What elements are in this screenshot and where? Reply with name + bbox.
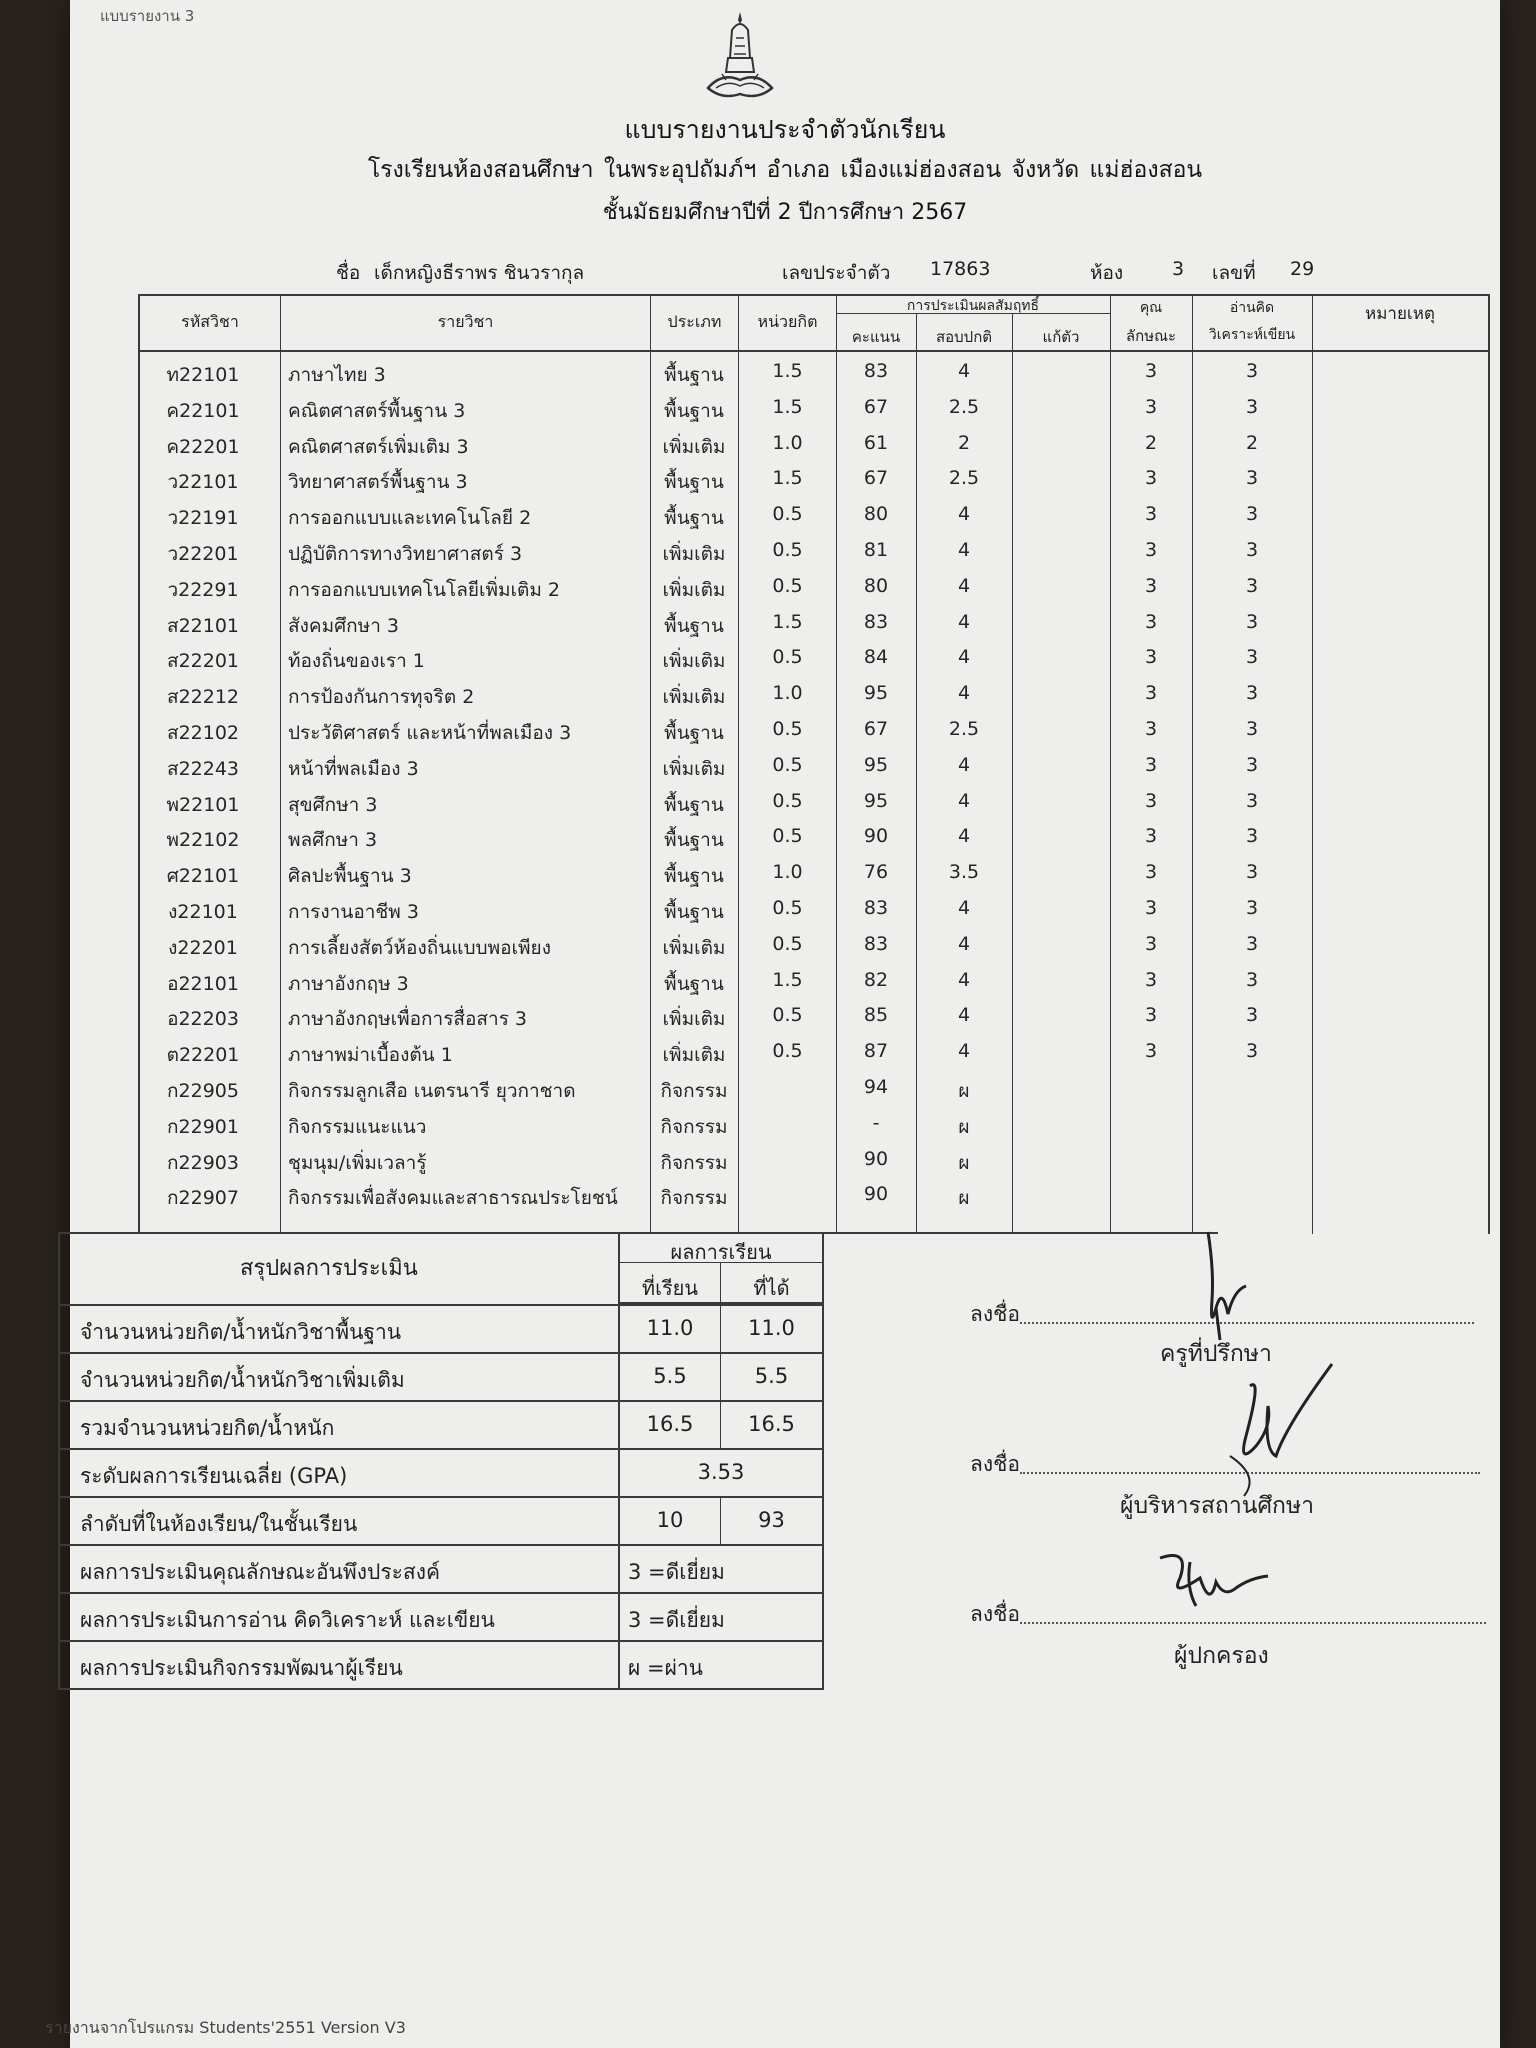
subject-score: 83: [863, 897, 889, 919]
subject-code: อ22203: [167, 1008, 239, 1031]
subject-reading: 3: [1245, 539, 1259, 561]
subject-trait: 3: [1144, 897, 1158, 919]
subject-credit: 0.5: [772, 646, 803, 669]
subject-reading: 3: [1245, 610, 1259, 633]
room-label: ห้อง: [1090, 262, 1124, 284]
parent-sign-line: [1020, 1622, 1486, 1624]
basic-credits-label: จำนวนหน่วยกิต/น้ำหนักวิชาพื้นฐาน: [80, 1320, 402, 1344]
summary-title: สรุปผลการประเมิน: [240, 1256, 418, 1281]
subject-trait: 3: [1144, 718, 1158, 740]
subject-grade: ผ: [958, 1187, 970, 1210]
subject-reading: 3: [1245, 861, 1259, 884]
subject-type: พื้นฐาน: [664, 865, 724, 888]
subject-reading: 3: [1245, 360, 1259, 382]
level-line: ชั้นมัธยมศึกษาปีที่ 2 ปีการศึกษา 2567: [602, 200, 968, 225]
subject-name: คณิตศาสตร์พื้นฐาน 3: [288, 399, 466, 422]
col-enrolled: ที่เรียน: [641, 1276, 699, 1300]
subject-score: 83: [863, 360, 889, 382]
subject-score: 95: [863, 682, 889, 705]
subject-type: พื้นฐาน: [664, 399, 724, 422]
subject-credit: 1.5: [772, 610, 803, 633]
reading-eval-value: 3 =ดีเยี่ยม: [628, 1608, 725, 1632]
subject-name: สังคมศึกษา 3: [288, 614, 399, 637]
subject-trait: 3: [1144, 467, 1158, 490]
subject-type: พื้นฐาน: [664, 507, 724, 530]
report-title: แบบรายงานประจำตัวนักเรียน: [624, 115, 946, 144]
header-retake: แก้ตัว: [1042, 328, 1080, 346]
subject-trait: 3: [1144, 932, 1158, 955]
student-id-label: เลขประจำตัว: [782, 262, 891, 284]
basic-credits-earned: 11.0: [748, 1316, 795, 1340]
subject-credit: 0.5: [772, 825, 803, 848]
subject-grade: 4: [957, 574, 971, 597]
subject-code: พ22102: [166, 829, 240, 852]
subject-credit: 1.5: [772, 395, 803, 418]
subject-type: พื้นฐาน: [664, 471, 724, 494]
subject-type: เพิ่มเติม: [662, 757, 726, 780]
subject-type: เพิ่มเติม: [662, 1044, 726, 1067]
subject-credit: 1.5: [772, 467, 803, 490]
subject-trait: 3: [1144, 1040, 1158, 1063]
subject-name: สุขศึกษา 3: [288, 793, 378, 816]
subject-credit: 0.5: [772, 897, 803, 919]
subject-grade: 4: [957, 682, 971, 705]
parent-role: ผู้ปกครอง: [1174, 1643, 1269, 1669]
school-line: โรงเรียนห้องสอนศึกษา ในพระอุปถัมภ์ฯ อำเภอ เมืองแม่ฮ่องสอน จังหวัด แม่ฮ่องสอน: [367, 157, 1203, 183]
subject-name: ภาษาไทย 3: [288, 364, 386, 386]
subject-trait: 3: [1144, 360, 1158, 382]
subject-grade: 4: [957, 789, 971, 812]
subject-name: กิจกรรมลูกเสือ เนตรนารี ยุวกาชาด: [288, 1080, 576, 1102]
subject-code: ง22101: [168, 901, 238, 923]
subject-trait: 3: [1144, 825, 1158, 848]
subject-credit: 0.5: [772, 718, 803, 740]
rank-class: 10: [656, 1508, 684, 1532]
activity-eval-value: ผ =ผ่าน: [628, 1656, 704, 1680]
subject-reading: 3: [1245, 646, 1259, 669]
advisor-signature: [1186, 1230, 1276, 1350]
gpa-value: 3.53: [697, 1460, 745, 1484]
subject-grade: 3.5: [948, 861, 980, 884]
subject-reading: 3: [1245, 897, 1259, 919]
subject-score: 61: [863, 431, 889, 454]
subject-reading: 3: [1245, 1040, 1259, 1063]
subject-type: กิจกรรม: [660, 1115, 728, 1138]
subject-name: ปฏิบัติการทางวิทยาศาสตร์ 3: [288, 543, 523, 565]
subject-reading: 3: [1245, 467, 1259, 490]
subject-score: 83: [863, 610, 889, 633]
subject-grade: ผ: [958, 1115, 970, 1138]
subject-grade: 4: [957, 610, 971, 633]
subject-score: 67: [863, 718, 889, 740]
subject-score: 94: [863, 1076, 889, 1098]
subject-name: ภาษาอังกฤษ 3: [288, 972, 409, 995]
subject-score: 95: [863, 753, 889, 776]
subject-grade: 4: [957, 753, 971, 776]
subject-code: ว22291: [167, 578, 239, 601]
subject-trait: 3: [1144, 789, 1158, 812]
subject-grade: 4: [957, 825, 971, 848]
subject-type: พื้นฐาน: [664, 364, 724, 386]
subject-code: ก22905: [167, 1080, 239, 1102]
subject-score: -: [872, 1111, 880, 1134]
subject-grade: 2: [957, 431, 971, 454]
subject-trait: 3: [1144, 610, 1158, 633]
subject-credit: 1.5: [772, 360, 803, 382]
subject-grade: 4: [957, 1040, 971, 1063]
subject-score: 80: [863, 503, 889, 526]
subject-reading: 3: [1245, 932, 1259, 955]
header-subject: รายวิชา: [437, 312, 494, 331]
reading-eval-label: ผลการประเมินการอ่าน คิดวิเคราะห์ และเขียน: [80, 1608, 495, 1632]
rank-level: 93: [758, 1508, 785, 1532]
total-credits-enrolled: 16.5: [646, 1412, 694, 1436]
subject-type: พื้นฐาน: [664, 972, 724, 995]
header-normal-exam: สอบปกติ: [935, 328, 993, 346]
subject-score: 80: [863, 574, 889, 597]
subject-name: หน้าที่พลเมือง 3: [288, 757, 419, 780]
subject-type: เพิ่มเติม: [662, 686, 726, 709]
subject-reading: 3: [1245, 574, 1259, 597]
subject-score: 90: [863, 1183, 889, 1206]
parent-signature: [1150, 1548, 1270, 1618]
subject-score: 81: [863, 539, 889, 561]
subject-credit: 0.5: [772, 753, 803, 776]
subject-name: ท้องถิ่นของเรา 1: [288, 650, 425, 673]
subject-type: เพิ่มเติม: [662, 1008, 726, 1031]
director-sign-label: ลงชื่อ: [970, 1452, 1020, 1476]
subject-trait: 3: [1144, 395, 1158, 418]
subject-code: ก22907: [167, 1187, 239, 1210]
subject-grade: 2.5: [948, 718, 980, 740]
subject-grade: 4: [957, 360, 971, 382]
subject-code: ก22903: [167, 1151, 239, 1174]
advisor-role: ครูที่ปรึกษา: [1160, 1341, 1272, 1367]
subject-credit: 1.0: [772, 682, 803, 705]
subject-code: ค22101: [166, 399, 240, 422]
subject-grade: ผ: [958, 1151, 970, 1174]
subject-type: พื้นฐาน: [664, 614, 724, 637]
total-credits-label: รวมจำนวนหน่วยกิต/น้ำหนัก: [80, 1416, 335, 1440]
subject-name: ภาษาอังกฤษเพื่อการสื่อสาร 3: [288, 1008, 528, 1031]
subject-credit: 0.5: [772, 1004, 803, 1027]
extra-credits-earned: 5.5: [754, 1364, 789, 1388]
subject-trait: 3: [1144, 682, 1158, 705]
student-name-label: ชื่อ: [336, 262, 361, 284]
subject-score: 67: [863, 395, 889, 418]
subject-name: ภาษาพม่าเบื้องต้น 1: [288, 1044, 453, 1067]
subject-score: 67: [863, 467, 889, 490]
subject-reading: 3: [1245, 789, 1259, 812]
subject-type: กิจกรรม: [660, 1151, 728, 1174]
subject-grade: 4: [957, 897, 971, 919]
parent-sign-label: ลงชื่อ: [970, 1602, 1020, 1626]
header-reading-2: วิเคราะห์เขียน: [1208, 327, 1296, 343]
subject-name: พลศึกษา 3: [288, 829, 378, 852]
subject-reading: 2: [1245, 431, 1259, 454]
subject-code: พ22101: [166, 793, 240, 816]
subject-score: 87: [863, 1040, 889, 1063]
room-value: 3: [1172, 258, 1185, 280]
subject-name: การออกแบบและเทคโนโลยี 2: [288, 507, 532, 530]
extra-credits-enrolled: 5.5: [653, 1364, 687, 1388]
header-remark: หมายเหตุ: [1365, 304, 1435, 324]
subject-code: ต22201: [166, 1044, 240, 1067]
subject-grade: 2.5: [948, 467, 980, 490]
number-label: เลขที่: [1212, 262, 1256, 284]
subject-score: 76: [863, 861, 889, 884]
subject-code: ส22201: [166, 650, 240, 673]
header-score: คะแนน: [851, 328, 901, 346]
subject-code: ท22101: [166, 364, 240, 386]
subject-type: พื้นฐาน: [664, 901, 724, 923]
advisor-sign-label: ลงชื่อ: [970, 1302, 1020, 1326]
subject-credit: 0.5: [772, 539, 803, 561]
subject-grade: ผ: [958, 1080, 970, 1102]
rank-label: ลำดับที่ในห้องเรียน/ในชั้นเรียน: [80, 1512, 358, 1536]
subject-code: ค22201: [166, 435, 240, 458]
subject-score: 95: [863, 789, 889, 812]
subject-credit: 0.5: [772, 1040, 803, 1063]
subject-code: ส22102: [166, 722, 240, 744]
activity-eval-label: ผลการประเมินกิจกรรมพัฒนาผู้เรียน: [80, 1656, 403, 1680]
director-role: ผู้บริหารสถานศึกษา: [1120, 1493, 1315, 1519]
subject-trait: 3: [1144, 646, 1158, 669]
subject-trait: 2: [1144, 431, 1158, 454]
extra-credits-label: จำนวนหน่วยกิต/น้ำหนักวิชาเพิ่มเติม: [80, 1368, 405, 1392]
subject-trait: 3: [1144, 539, 1158, 561]
subject-score: 82: [863, 968, 889, 991]
subject-grade: 4: [957, 932, 971, 955]
subject-name: การเลี้ยงสัตว์ห้องถิ่นแบบพอเพียง: [288, 936, 551, 959]
subject-grade: 2.5: [948, 395, 980, 418]
subject-grade: 4: [957, 503, 971, 526]
subject-reading: 3: [1245, 395, 1259, 418]
student-name: เด็กหญิงธีราพร ชินวรากุล: [374, 262, 585, 284]
header-code: รหัสวิชา: [181, 312, 239, 331]
subject-name: ประวัติศาสตร์ และหน้าที่พลเมือง 3: [288, 722, 572, 744]
subject-code: ส22212: [166, 686, 240, 709]
subject-credit: 1.5: [772, 968, 803, 991]
total-credits-earned: 16.5: [748, 1412, 795, 1436]
results-header: ผลการเรียน: [670, 1240, 772, 1264]
subject-grade: 4: [957, 646, 971, 669]
subject-code: ส22243: [166, 757, 240, 780]
subject-score: 90: [863, 1147, 889, 1170]
subject-name: กิจกรรมแนะแนว: [288, 1115, 427, 1138]
number-value: 29: [1290, 258, 1315, 280]
subject-type: พื้นฐาน: [664, 722, 724, 744]
subject-grade: 4: [957, 968, 971, 991]
subject-code: ว22201: [167, 543, 239, 565]
subject-type: เพิ่มเติม: [662, 936, 726, 959]
header-reading-1: อ่านคิด: [1229, 300, 1275, 316]
subject-reading: 3: [1245, 825, 1259, 848]
subject-code: ว22101: [167, 471, 239, 494]
trait-eval-value: 3 =ดีเยี่ยม: [628, 1560, 725, 1584]
subject-type: เพิ่มเติม: [662, 435, 726, 458]
footer-note: รายงานจากโปรแกรม Students'2551 Version V3: [45, 2018, 406, 2037]
subject-name: การออกแบบเทคโนโลยีเพิ่มเติม 2: [288, 578, 561, 601]
subject-type: พื้นฐาน: [664, 793, 724, 816]
subject-credit: 0.5: [772, 574, 803, 597]
subject-code: ว22191: [167, 507, 239, 530]
subject-reading: 3: [1245, 968, 1259, 991]
subject-trait: 3: [1144, 861, 1158, 884]
header-assessment: การประเมินผลสัมฤทธิ์: [906, 298, 1040, 314]
subject-name: การงานอาชีพ 3: [288, 901, 419, 923]
subject-trait: 3: [1144, 968, 1158, 991]
subject-name: ศิลปะพื้นฐาน 3: [288, 865, 412, 888]
basic-credits-enrolled: 11.0: [646, 1316, 694, 1340]
subject-code: ง22201: [168, 936, 238, 959]
trait-eval-label: ผลการประเมินคุณลักษณะอันพึงประสงค์: [80, 1560, 441, 1584]
header-trait-1: คุณ: [1139, 300, 1163, 316]
subject-name: การป้องกันการทุจริต 2: [288, 686, 475, 709]
col-earned: ที่ได้: [753, 1276, 790, 1300]
header-type: ประเภท: [667, 312, 722, 331]
subject-name: คณิตศาสตร์เพิ่มเติม 3: [288, 435, 469, 458]
subject-score: 90: [863, 825, 889, 848]
subject-code: ก22901: [167, 1115, 239, 1138]
subject-reading: 3: [1245, 753, 1259, 776]
subject-type: กิจกรรม: [660, 1187, 728, 1210]
subject-grade: 4: [957, 539, 971, 561]
gpa-label: ระดับผลการเรียนเฉลี่ย (GPA): [80, 1464, 348, 1488]
subject-name: กิจกรรมเพื่อสังคมและสาธารณประโยชน์: [288, 1187, 618, 1210]
subject-score: 84: [863, 646, 889, 669]
subject-grade: 4: [957, 1004, 971, 1027]
subject-reading: 3: [1245, 682, 1259, 705]
subject-name: วิทยาศาสตร์พื้นฐาน 3: [288, 471, 468, 494]
subject-type: กิจกรรม: [660, 1080, 728, 1102]
subject-credit: 1.0: [772, 861, 803, 884]
subject-score: 83: [863, 932, 889, 955]
subject-trait: 3: [1144, 1004, 1158, 1027]
subject-credit: 0.5: [772, 932, 803, 955]
subject-credit: 0.5: [772, 789, 803, 812]
subject-type: เพิ่มเติม: [662, 578, 726, 601]
subject-reading: 3: [1245, 503, 1259, 526]
subject-type: พื้นฐาน: [664, 829, 724, 852]
subject-code: ส22101: [166, 614, 240, 637]
subject-reading: 3: [1245, 718, 1259, 740]
subject-type: เพิ่มเติม: [662, 650, 726, 673]
subject-credit: 0.5: [772, 503, 803, 526]
header-trait-2: ลักษณะ: [1125, 327, 1177, 345]
subject-trait: 3: [1144, 574, 1158, 597]
subject-name: ชุมนุม/เพิ่มเวลารู้: [288, 1151, 427, 1174]
subject-trait: 3: [1144, 753, 1158, 776]
form-number-label: แบบรายงาน 3: [100, 7, 195, 25]
subject-credit: 1.0: [772, 431, 803, 454]
student-id: 17863: [930, 258, 991, 280]
subject-code: ศ22101: [166, 865, 240, 888]
subject-reading: 3: [1245, 1004, 1259, 1027]
subject-score: 85: [863, 1004, 889, 1027]
subject-type: เพิ่มเติม: [662, 543, 726, 565]
subject-code: อ22101: [167, 972, 239, 995]
subject-trait: 3: [1144, 503, 1158, 526]
header-credit: หน่วยกิต: [757, 312, 818, 331]
director-signature: [1210, 1356, 1340, 1506]
